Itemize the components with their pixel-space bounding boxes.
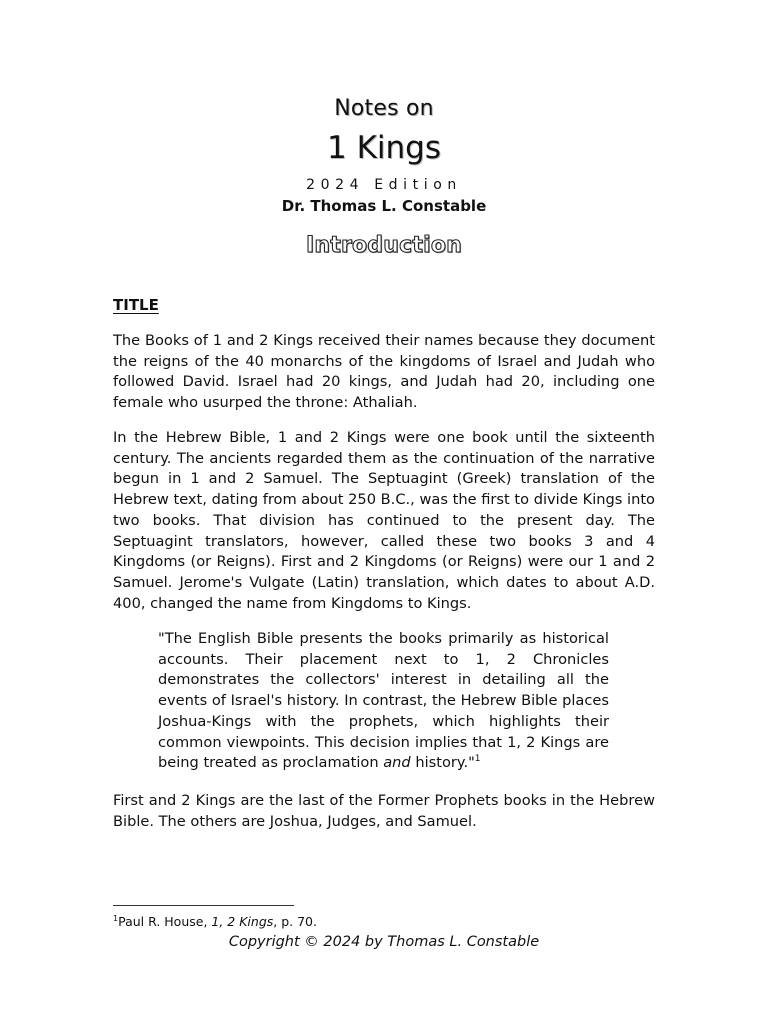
- author-name: Dr. Thomas L. Constable: [281, 197, 487, 215]
- edition-label: 2024 Edition: [306, 177, 462, 193]
- paragraph-former-prophets: First and 2 Kings are the last of the Former Prophets books in the Hebrew Bible. The others are Joshua, Judges, and Samuel.: [113, 792, 655, 830]
- footnote-author: Paul R. House,: [118, 914, 212, 929]
- block-quote: [158, 629, 609, 774]
- notes-on-label: Notes on: [334, 96, 434, 121]
- introduction-heading: Introduction: [305, 233, 462, 258]
- quote-text-start: "The English Bible presents the books primarily as historical accounts. Their placement next to 1, 2 Chronicles demonstrates the collectors' interest in detailing all the events of Israel's history. In contrast, the Hebrew Bible places Joshua-Kings with the prophets, which highlights their common viewpoints. This decision implies that 1, 2 Kings are being treated as proclamation: [158, 630, 609, 772]
- footnote-page: , p. 70.: [273, 914, 317, 929]
- paragraph-hebrew-bible: In the Hebrew Bible, 1 and 2 Kings were one book until the sixteenth century. The ancients regarded them as the continuation of the narrative begun in 1 and 2 Samuel. The Septuagint (Greek) translation of the Hebrew text, dating from about 250 B.C., was the first to divide Kings into two books. That division has continued to the present day. The Septuagint translators, however, called these two books 3 and 4 Kingdoms (or Reigns). First and 2 Kingdoms (or Reigns) were our 1 and 2 Samuel. Jerome's Vulgate (Latin) translation, which dates to about A.D. 400, changed the name from Kingdoms to Kings.: [113, 429, 655, 612]
- book-title: 1 Kings: [327, 130, 441, 166]
- footnote-marker: 1: [113, 913, 119, 923]
- footnote-divider: [113, 905, 294, 906]
- footnote: [113, 914, 317, 929]
- quote-emphasis: and: [383, 754, 411, 772]
- quote-text-end: history.": [410, 754, 475, 772]
- title-section-heading: TITLE: [113, 296, 159, 314]
- quote-footnote-marker[interactable]: 1: [474, 754, 481, 765]
- footnote-work: 1, 2 Kings: [211, 914, 274, 929]
- paragraph-names: The Books of 1 and 2 Kings received their names because they document the reigns of the 40 monarchs of the kingdoms of Israel and Judah who followed David. Israel had 20 kings, and Judah had 20, including one female who usurped the throne: Athaliah.: [113, 332, 655, 412]
- copyright-line: Copyright © 2024 by Thomas L. Constable: [228, 934, 540, 950]
